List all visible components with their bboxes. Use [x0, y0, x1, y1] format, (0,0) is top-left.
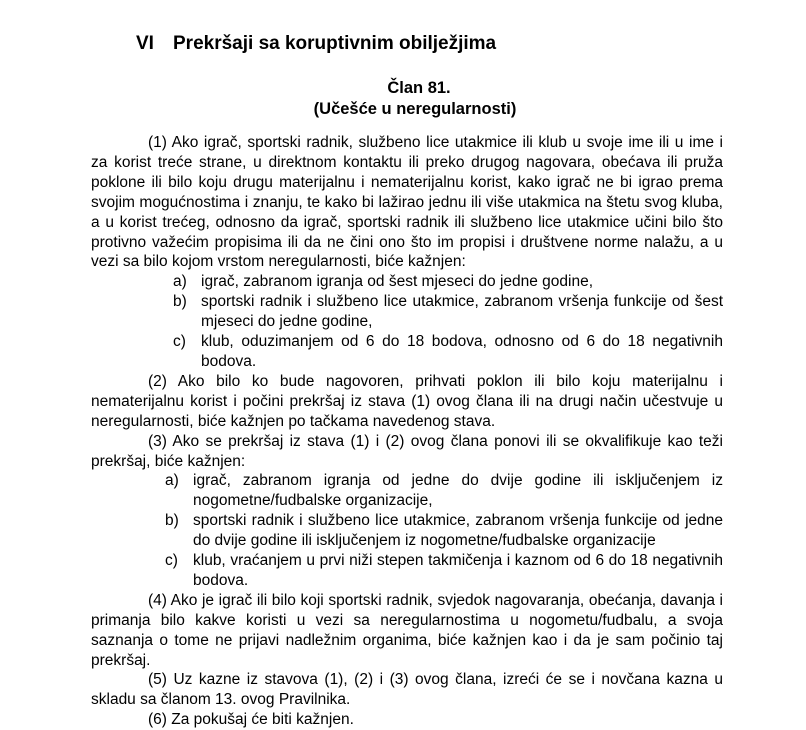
list-item [91, 471, 723, 511]
list-item [91, 332, 723, 372]
list-item-letter: c) [173, 333, 186, 351]
list-item-text: sportski radnik i službeno lice utakmice, zabranom vršenja funkcije od jedne do dvije godine ili isključenjem iz nogometne/fudbalske organizacije [193, 512, 723, 550]
paragraph-3-list [91, 471, 723, 590]
list-item-letter: b) [173, 293, 187, 311]
list-item-letter: a) [173, 273, 187, 291]
list-item-text: igrač, zabranom igranja od šest mjeseci do jedne godine, [201, 273, 594, 291]
list-item-text: klub, oduzimanjem od 6 do 18 bodova, odnosno od 6 do 18 negativnih bodova. [201, 333, 723, 370]
section-number: VI [136, 33, 154, 54]
paragraph-1-list [91, 272, 723, 372]
list-item-letter: b) [165, 512, 179, 530]
paragraph-2: (2) Ako bilo ko bude nagovoren, prihvati poklon ili bilo koju materijalnu i nematerijalnu korist i počini prekršaj iz stava (1) ovog člana ili na drugi način učestvuje u neregularnosti, biće kažnjen po tačkama navedenog stava. [91, 372, 723, 430]
section-title: Prekršaji sa koruptivnim obilježjima [173, 33, 497, 54]
paragraph-6: (6) Za pokušaj će biti kažnjen. [148, 711, 354, 729]
list-item [91, 292, 723, 332]
list-item-text: igrač, zabranom igranja od jedne do dvije godine ili isključenjem iz nogometne/fudbalske organizacije, [193, 472, 723, 510]
list-item [91, 272, 723, 292]
section-heading [136, 33, 496, 55]
list-item-letter: a) [165, 472, 179, 490]
list-item-text: klub, vraćanjem u prvi niži stepen takmičenja i kaznom od 6 do 18 negativnih bodova. [193, 552, 723, 589]
paragraph-3: (3) Ako se prekršaj iz stava (1) i (2) ovog člana ponovi ili se okvalifikuje kao teži prekršaj, biće kažnjen: [91, 432, 723, 470]
article-subtitle: (Učešće u neregularnosti) [313, 100, 517, 118]
list-item [91, 511, 723, 551]
paragraph-1: (1) Ako igrač, sportski radnik, službeno lice utakmice ili klub u svoje ime ili u ime i za korist treće strane, u direktnom kontaktu ili preko drugog nagovara, obećava ili pruža poklone ili bilo koju drugu materijalnu i nematerijalnu korist, kako igrač ne bi igrao prema svojim mogućnostima i znanju, te kako bi lažirao jednu ili više utakmica na štetu svog kluba, a u korist trećeg, odnosno da igrač, sportski radnik ili službeno lice utakmice učini bilo što protivno važećim propisima ili da ne čini ono što im propisi i društvene norme nalažu, a u vezi sa bilo kojom vrstom neregularnosti, biće kažnjen: [91, 134, 723, 271]
article-body [91, 133, 723, 730]
paragraph-4: (4) Ako je igrač ili bilo koji sportski radnik, svjedok nagovaranja, obećanja, davanja i primanja bilo kakve koristi u vezi sa neregularnostima u nogometu/fudbalu, a svoja saznanja o tome ne prijavi nadležnim organima, biće kažnjen kao i da je sam počinio taj prekršaj. [91, 591, 723, 669]
list-item [91, 551, 723, 591]
list-item-text: sportski radnik i službeno lice utakmice, zabranom vršenja funkcije od šest mjeseci do jedne godine, [201, 293, 723, 331]
article-number: Član 81. [387, 79, 451, 97]
list-item-letter: c) [165, 552, 178, 570]
paragraph-5: (5) Uz kazne iz stavova (1), (2) i (3) ovog člana, izreći će se i novčana kazna u skladu sa članom 13. ovog Pravilnika. [91, 671, 723, 709]
